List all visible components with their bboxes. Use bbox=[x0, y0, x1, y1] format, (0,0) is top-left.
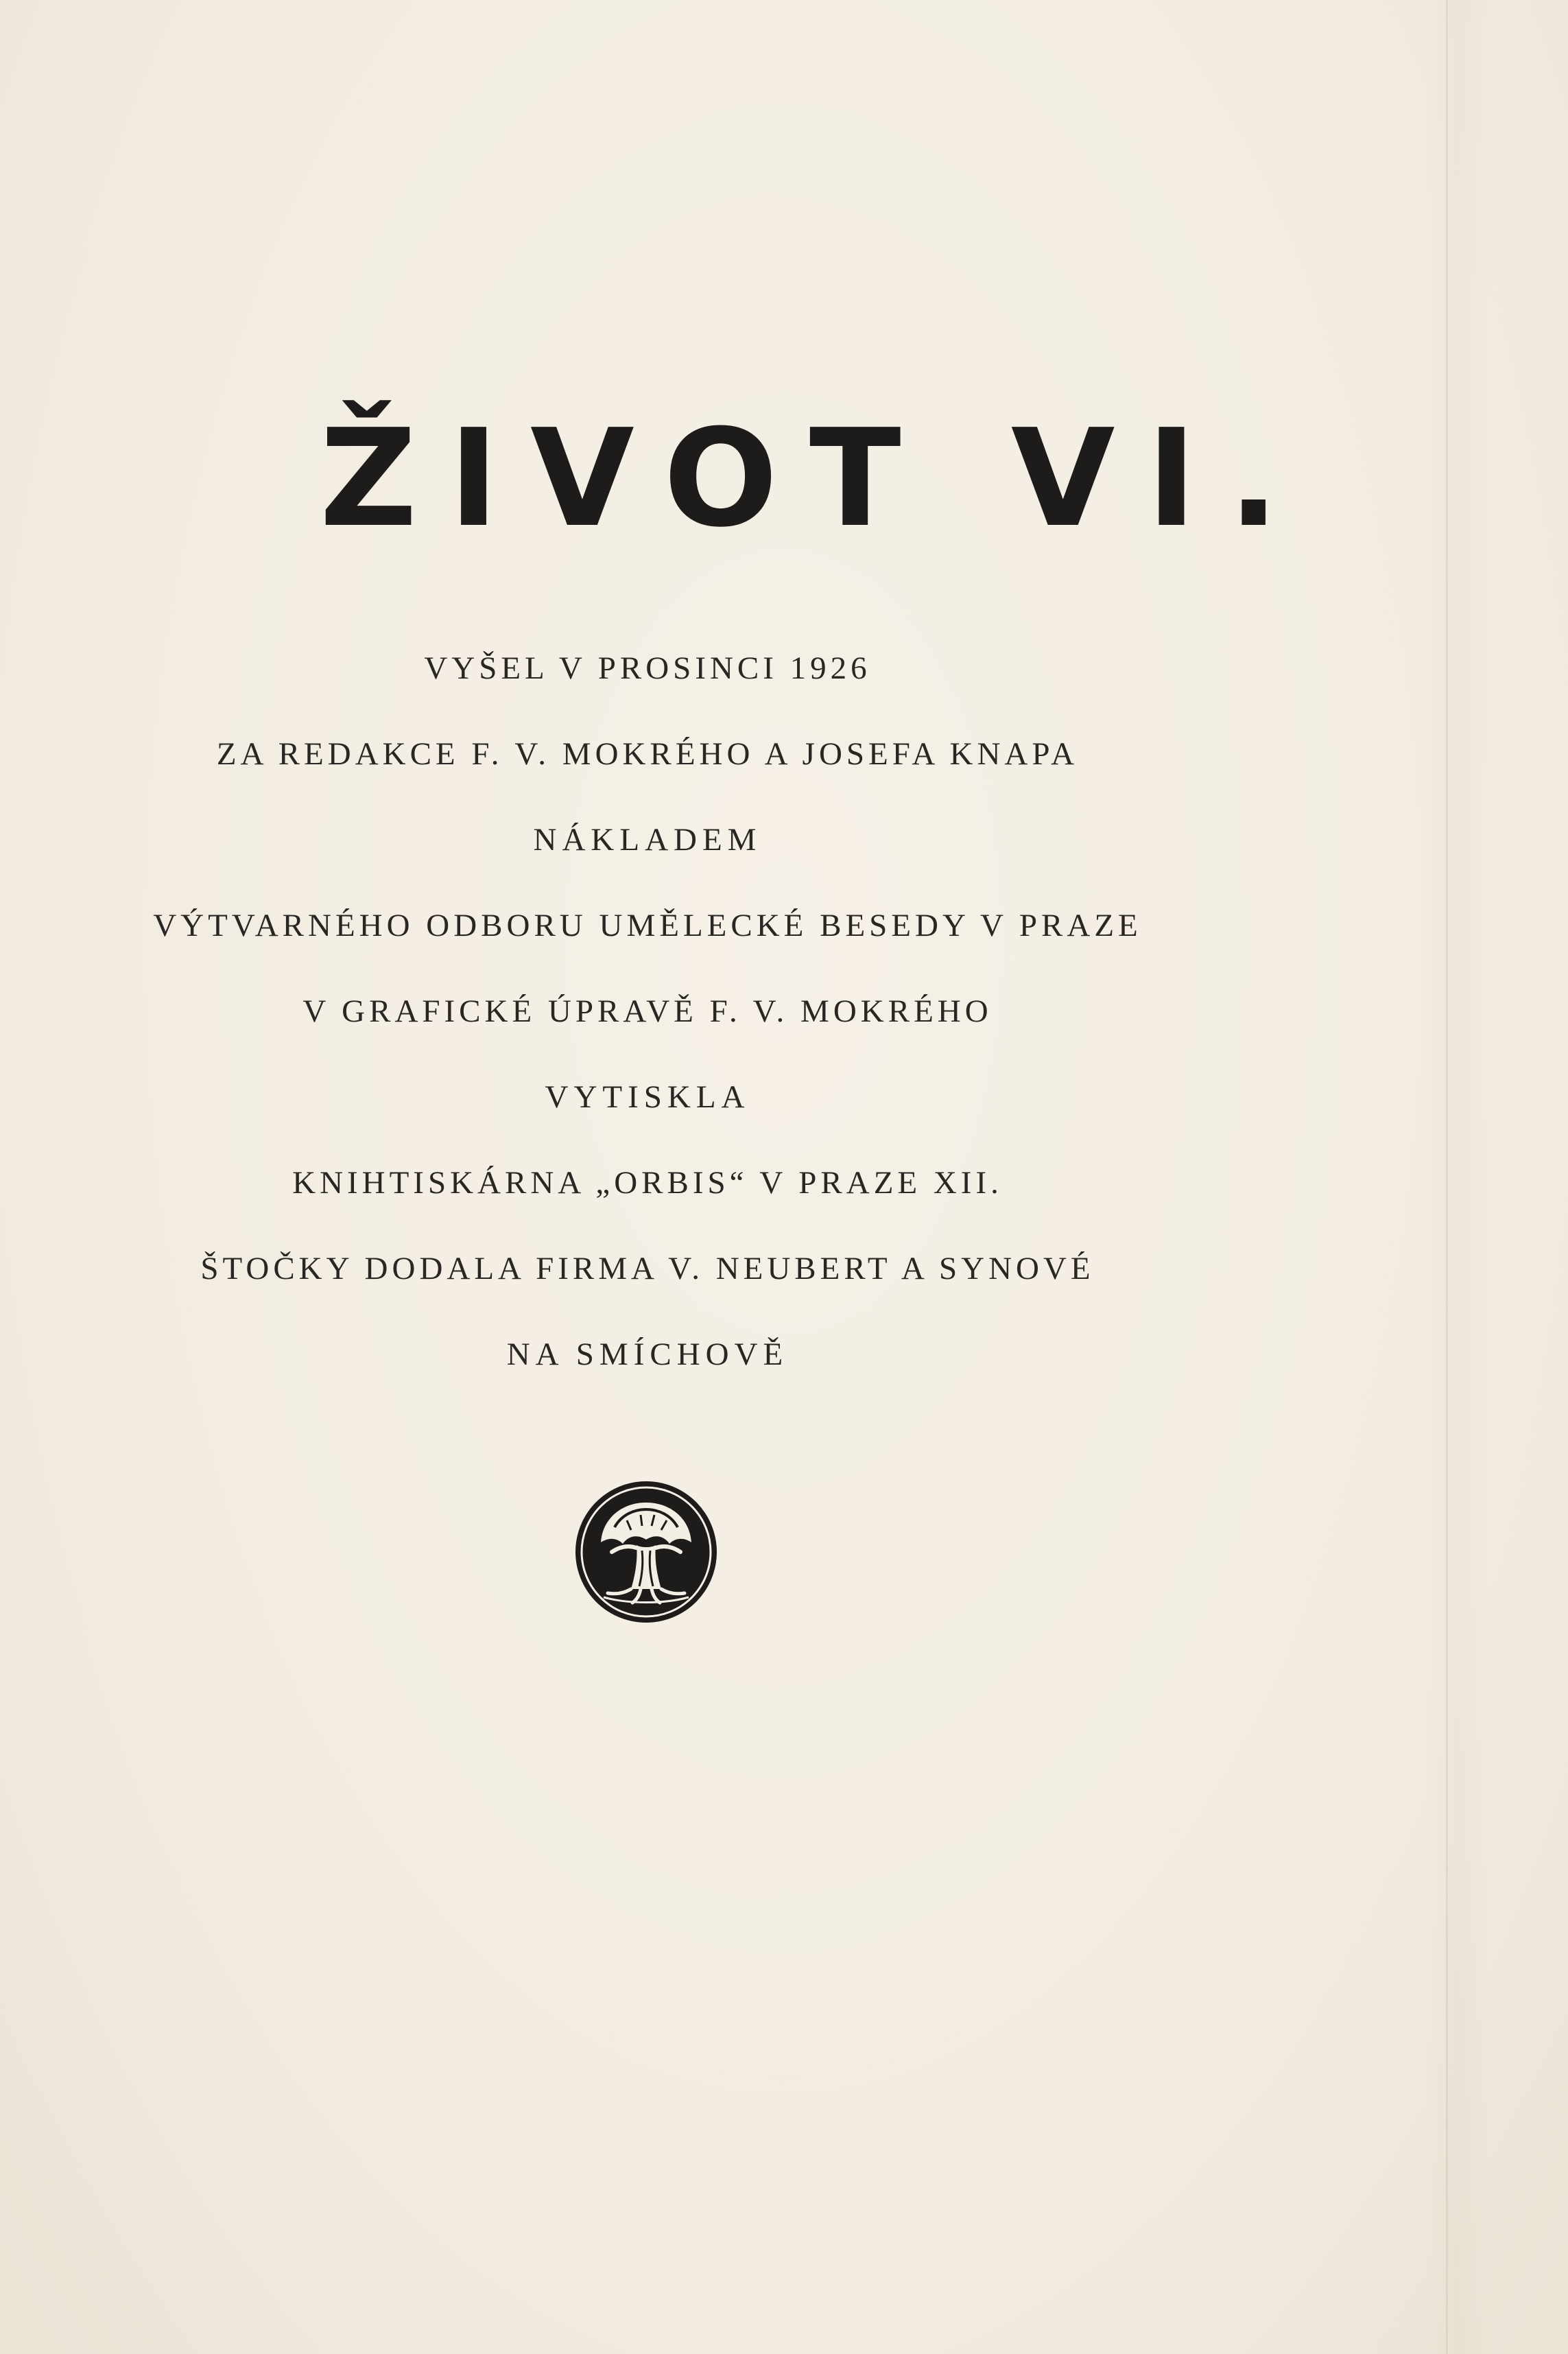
tree-emblem-icon bbox=[573, 1479, 719, 1625]
imprint-line-date: VYŠEL V PROSINCI 1926 bbox=[424, 650, 871, 686]
page-title: ŽIVOT VI. bbox=[320, 401, 1311, 557]
paper-fold-line bbox=[1446, 0, 1448, 2354]
imprint-line-design: V GRAFICKÉ ÚPRAVĚ F. V. MOKRÉHO bbox=[302, 993, 993, 1029]
imprint-block bbox=[0, 645, 1295, 1417]
imprint-line-editors: ZA REDAKCE F. V. MOKRÉHO A JOSEFA KNAPA bbox=[216, 736, 1079, 772]
imprint-line-publisher: VÝTVARNÉHO ODBORU UMĚLECKÉ BESEDY V PRAZE bbox=[153, 908, 1142, 943]
imprint-line-location: NA SMÍCHOVĚ bbox=[506, 1337, 789, 1372]
imprint-line-printer: KNIHTISKÁRNA „ORBIS“ V PRAZE XII. bbox=[292, 1165, 1003, 1201]
imprint-line-publisher-label: NÁKLADEM bbox=[533, 822, 762, 858]
imprint-line-printer-label: VYTISKLA bbox=[545, 1079, 750, 1115]
imprint-line-blocks: ŠTOČKY DODALA FIRMA V. NEUBERT A SYNOVÉ bbox=[200, 1251, 1095, 1286]
